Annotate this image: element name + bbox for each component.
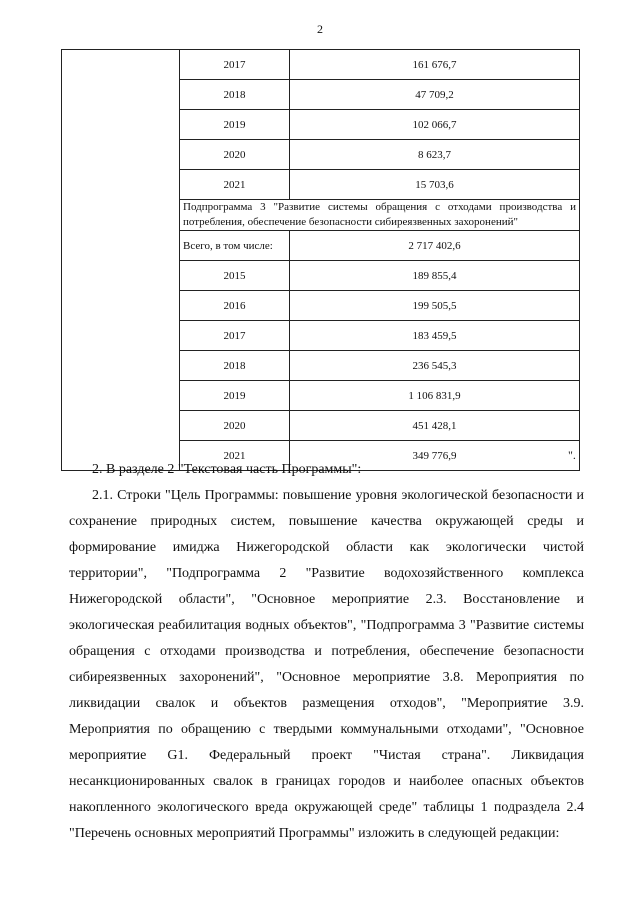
year-cell: 2021 [180, 170, 290, 200]
value-cell: 183 459,5 [290, 321, 580, 351]
year-cell: 2021 [180, 441, 290, 471]
table-row [62, 50, 580, 80]
value-cell: 189 855,4 [290, 261, 580, 291]
value-cell: 102 066,7 [290, 110, 580, 140]
closing-quote-mark: ". [568, 448, 576, 462]
year-cell: 2020 [180, 411, 290, 441]
total-label-cell: Всего, в том числе: [180, 231, 290, 261]
year-cell: 2015 [180, 261, 290, 291]
year-cell: 2020 [180, 140, 290, 170]
subprogram-title-cell: Подпрограмма 3 "Развитие системы обращения с отходами производства и потребления, обеспечение безопасности сибиреязвенных захоронений" [180, 200, 580, 231]
budget-table [61, 49, 580, 471]
value-cell: 451 428,1 [290, 411, 580, 441]
value-cell: 47 709,2 [290, 80, 580, 110]
value-cell: 199 505,5 [290, 291, 580, 321]
value-cell: 8 623,7 [290, 140, 580, 170]
body-text [69, 457, 584, 847]
year-cell: 2018 [180, 351, 290, 381]
page-number: 2 [317, 22, 323, 36]
value-cell: 1 106 831,9 [290, 381, 580, 411]
amendment-paragraph: 2.1. Строки "Цель Программы: повышение уровня экологической безопасности и сохранение природных систем, повышение качества окружающей среды и формирование имиджа Нижегородской области как экологически чистой территории", "Подпрограмма 2 "Развитие водохозяйственного комплекса Нижегородской области", "Основное мероприятие 2.3. Восстановление и экологическая реабилитация водных объектов", "Подпрограмма 3 "Развитие системы обращения с отходами производства и потребления, обеспечение безопасности сибиреязвенных захоронений", "Основное мероприятие 3.8. Мероприятия по ликвидации свалок и объектов размещения отходов", "Мероприятие 3.9. Мероприятия по обращению с твердыми коммунальными отходами", "Основное мероприятие G1. Федеральный проект "Чистая страна". Ликвидация несанкционированных свалок в границах городов и наиболее опасных объектов накопленного экологического вреда окружающей среде" таблицы 1 подраздела 2.4 "Перечень основных мероприятий Программы" изложить в следующей редакции: [69, 488, 584, 841]
year-cell: 2017 [180, 50, 290, 80]
year-cell: 2018 [180, 80, 290, 110]
year-cell: 2019 [180, 381, 290, 411]
value-cell: 161 676,7 [290, 50, 580, 80]
value-cell: 15 703,6 [290, 170, 580, 200]
value-cell: 236 545,3 [290, 351, 580, 381]
year-cell: 2019 [180, 110, 290, 140]
value-cell: 349 776,9 [290, 441, 580, 471]
year-cell: 2016 [180, 291, 290, 321]
left-column-cell [62, 50, 180, 471]
year-cell: 2017 [180, 321, 290, 351]
total-value-cell: 2 717 402,6 [290, 231, 580, 261]
section-heading-paragraph: 2. В разделе 2 "Текстовая часть Программы": [92, 462, 362, 477]
